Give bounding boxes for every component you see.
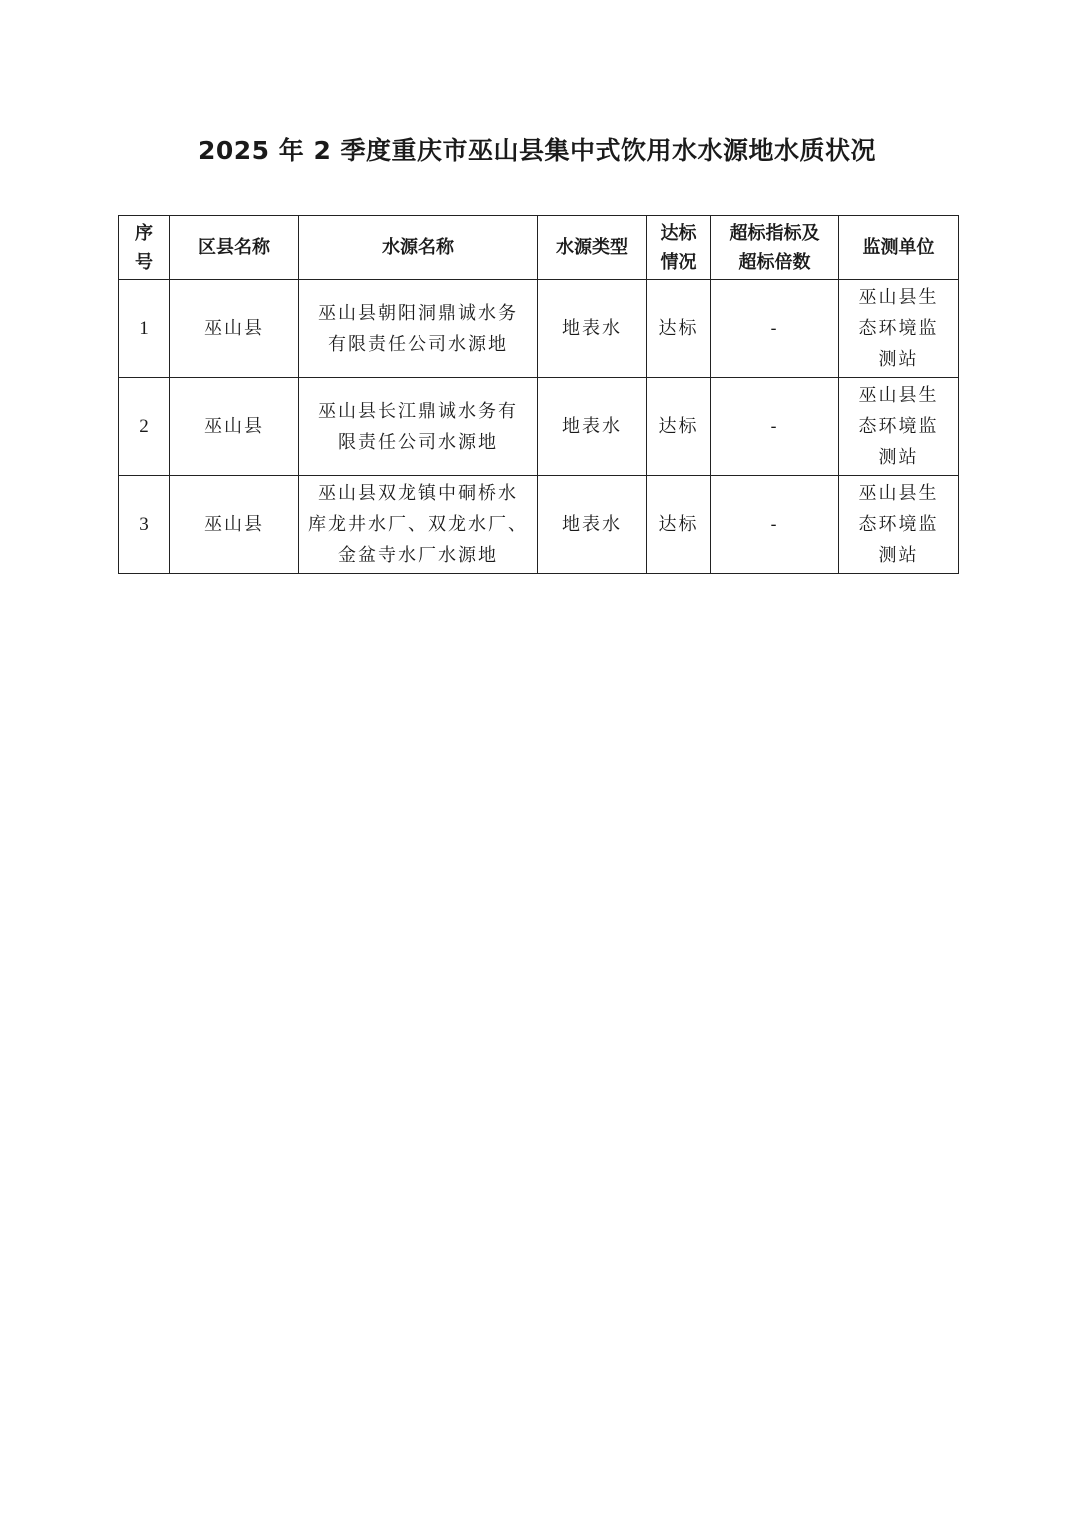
cell-county: 巫山县 [170,280,299,378]
cell-monitor: 巫山县生 态环境监 测站 [839,280,959,378]
header-source-type: 水源类型 [538,216,647,280]
cell-source-name: 巫山县双龙镇中硐桥水 库龙井水厂、双龙水厂、 金盆寺水厂水源地 [299,476,538,574]
header-source-name: 水源名称 [299,216,538,280]
cell-source-name: 巫山县长江鼎诚水务有 限责任公司水源地 [299,378,538,476]
cell-status: 达标 [647,476,711,574]
cell-status: 达标 [647,378,711,476]
cell-source-type: 地表水 [538,378,647,476]
cell-exceed: - [711,378,839,476]
cell-monitor: 巫山县生 态环境监 测站 [839,476,959,574]
water-quality-table [118,215,959,574]
table-row [119,476,959,574]
page-title: 2025 年 2 季度重庆市巫山县集中式饮用水水源地水质状况 [197,136,877,165]
table-header-row [119,216,959,280]
cell-seq: 2 [119,378,170,476]
header-exceed: 超标指标及 超标倍数 [711,216,839,280]
cell-source-name: 巫山县朝阳洞鼎诚水务 有限责任公司水源地 [299,280,538,378]
cell-source-type: 地表水 [538,476,647,574]
header-county: 区县名称 [170,216,299,280]
cell-monitor: 巫山县生 态环境监 测站 [839,378,959,476]
header-seq: 序 号 [119,216,170,280]
table-row [119,280,959,378]
header-monitor: 监测单位 [839,216,959,280]
cell-exceed: - [711,280,839,378]
header-status: 达标 情况 [647,216,711,280]
cell-status: 达标 [647,280,711,378]
cell-exceed: - [711,476,839,574]
cell-county: 巫山县 [170,378,299,476]
cell-source-type: 地表水 [538,280,647,378]
cell-county: 巫山县 [170,476,299,574]
table-row [119,378,959,476]
cell-seq: 3 [119,476,170,574]
cell-seq: 1 [119,280,170,378]
